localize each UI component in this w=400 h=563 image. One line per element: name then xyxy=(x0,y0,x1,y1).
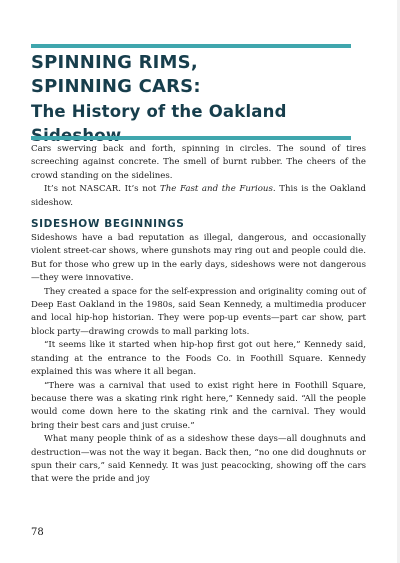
body-paragraph: Sideshows have a bad reputation as illegal, dangerous, and occasionally violent street-car shows, where gunshots may ring out and people could die. But for those who grew up in the early days, sideshows were not dangerous—they were innovative. xyxy=(31,233,366,284)
title-line-1: SPINNING RIMS, xyxy=(31,52,198,73)
page-number: 78 xyxy=(31,527,44,538)
top-accent-rule xyxy=(31,44,351,48)
title-subtitle: The History of the Oakland xyxy=(31,102,287,121)
body-paragraph: “It seems like it started when hip-hop first got out here,” Kennedy said, standing at the entrance to the Foods Co. in Foothill Square. Kennedy explained this was where it all began. xyxy=(31,340,366,378)
body-text xyxy=(31,143,366,487)
title-line-2: SPINNING CARS: xyxy=(31,76,201,97)
section-heading: SIDESHOW BEGINNINGS xyxy=(31,218,185,231)
body-paragraph: They created a space for the self-expression and originality coming out of Deep East Oakland in the 1980s, said Sean Kennedy, a multimedia producer and local hip-hop historian. They were pop-up events—part car show, part block party—drawing crowds to mall parking lots. xyxy=(31,286,366,337)
movie-title-italic: The Fast and the Furious xyxy=(159,184,273,195)
intro-paragraph-2 xyxy=(31,183,366,210)
chapter-title xyxy=(31,51,361,148)
intro-paragraph-1: Cars swerving back and forth, spinning in circles. The sound of tires screeching against concrete. The smell of burnt rubber. The cheers of the crowd standing on the sidelines. xyxy=(31,144,366,181)
intro-p2-start: It’s not NASCAR. It’s not xyxy=(44,184,160,195)
intro-p2-end: . This is the Oakland sideshow. xyxy=(31,184,367,208)
body-paragraph: “There was a carnival that used to exist right here in Foothill Square, because there was a skating rink right here,” Kennedy said. “All the people would come down here to the skating rink and the carnival. They would bring their best cars and just cruise.” xyxy=(31,380,366,431)
bottom-accent-rule xyxy=(31,136,351,140)
body-paragraph: What many people think of as a sideshow these days—all doughnuts and destruction—was not the way it began. Back then, “no one did doughnuts or spun their cars,” said Kennedy. It was just peacocking, showing off the cars that were the pride and joy xyxy=(31,434,366,485)
